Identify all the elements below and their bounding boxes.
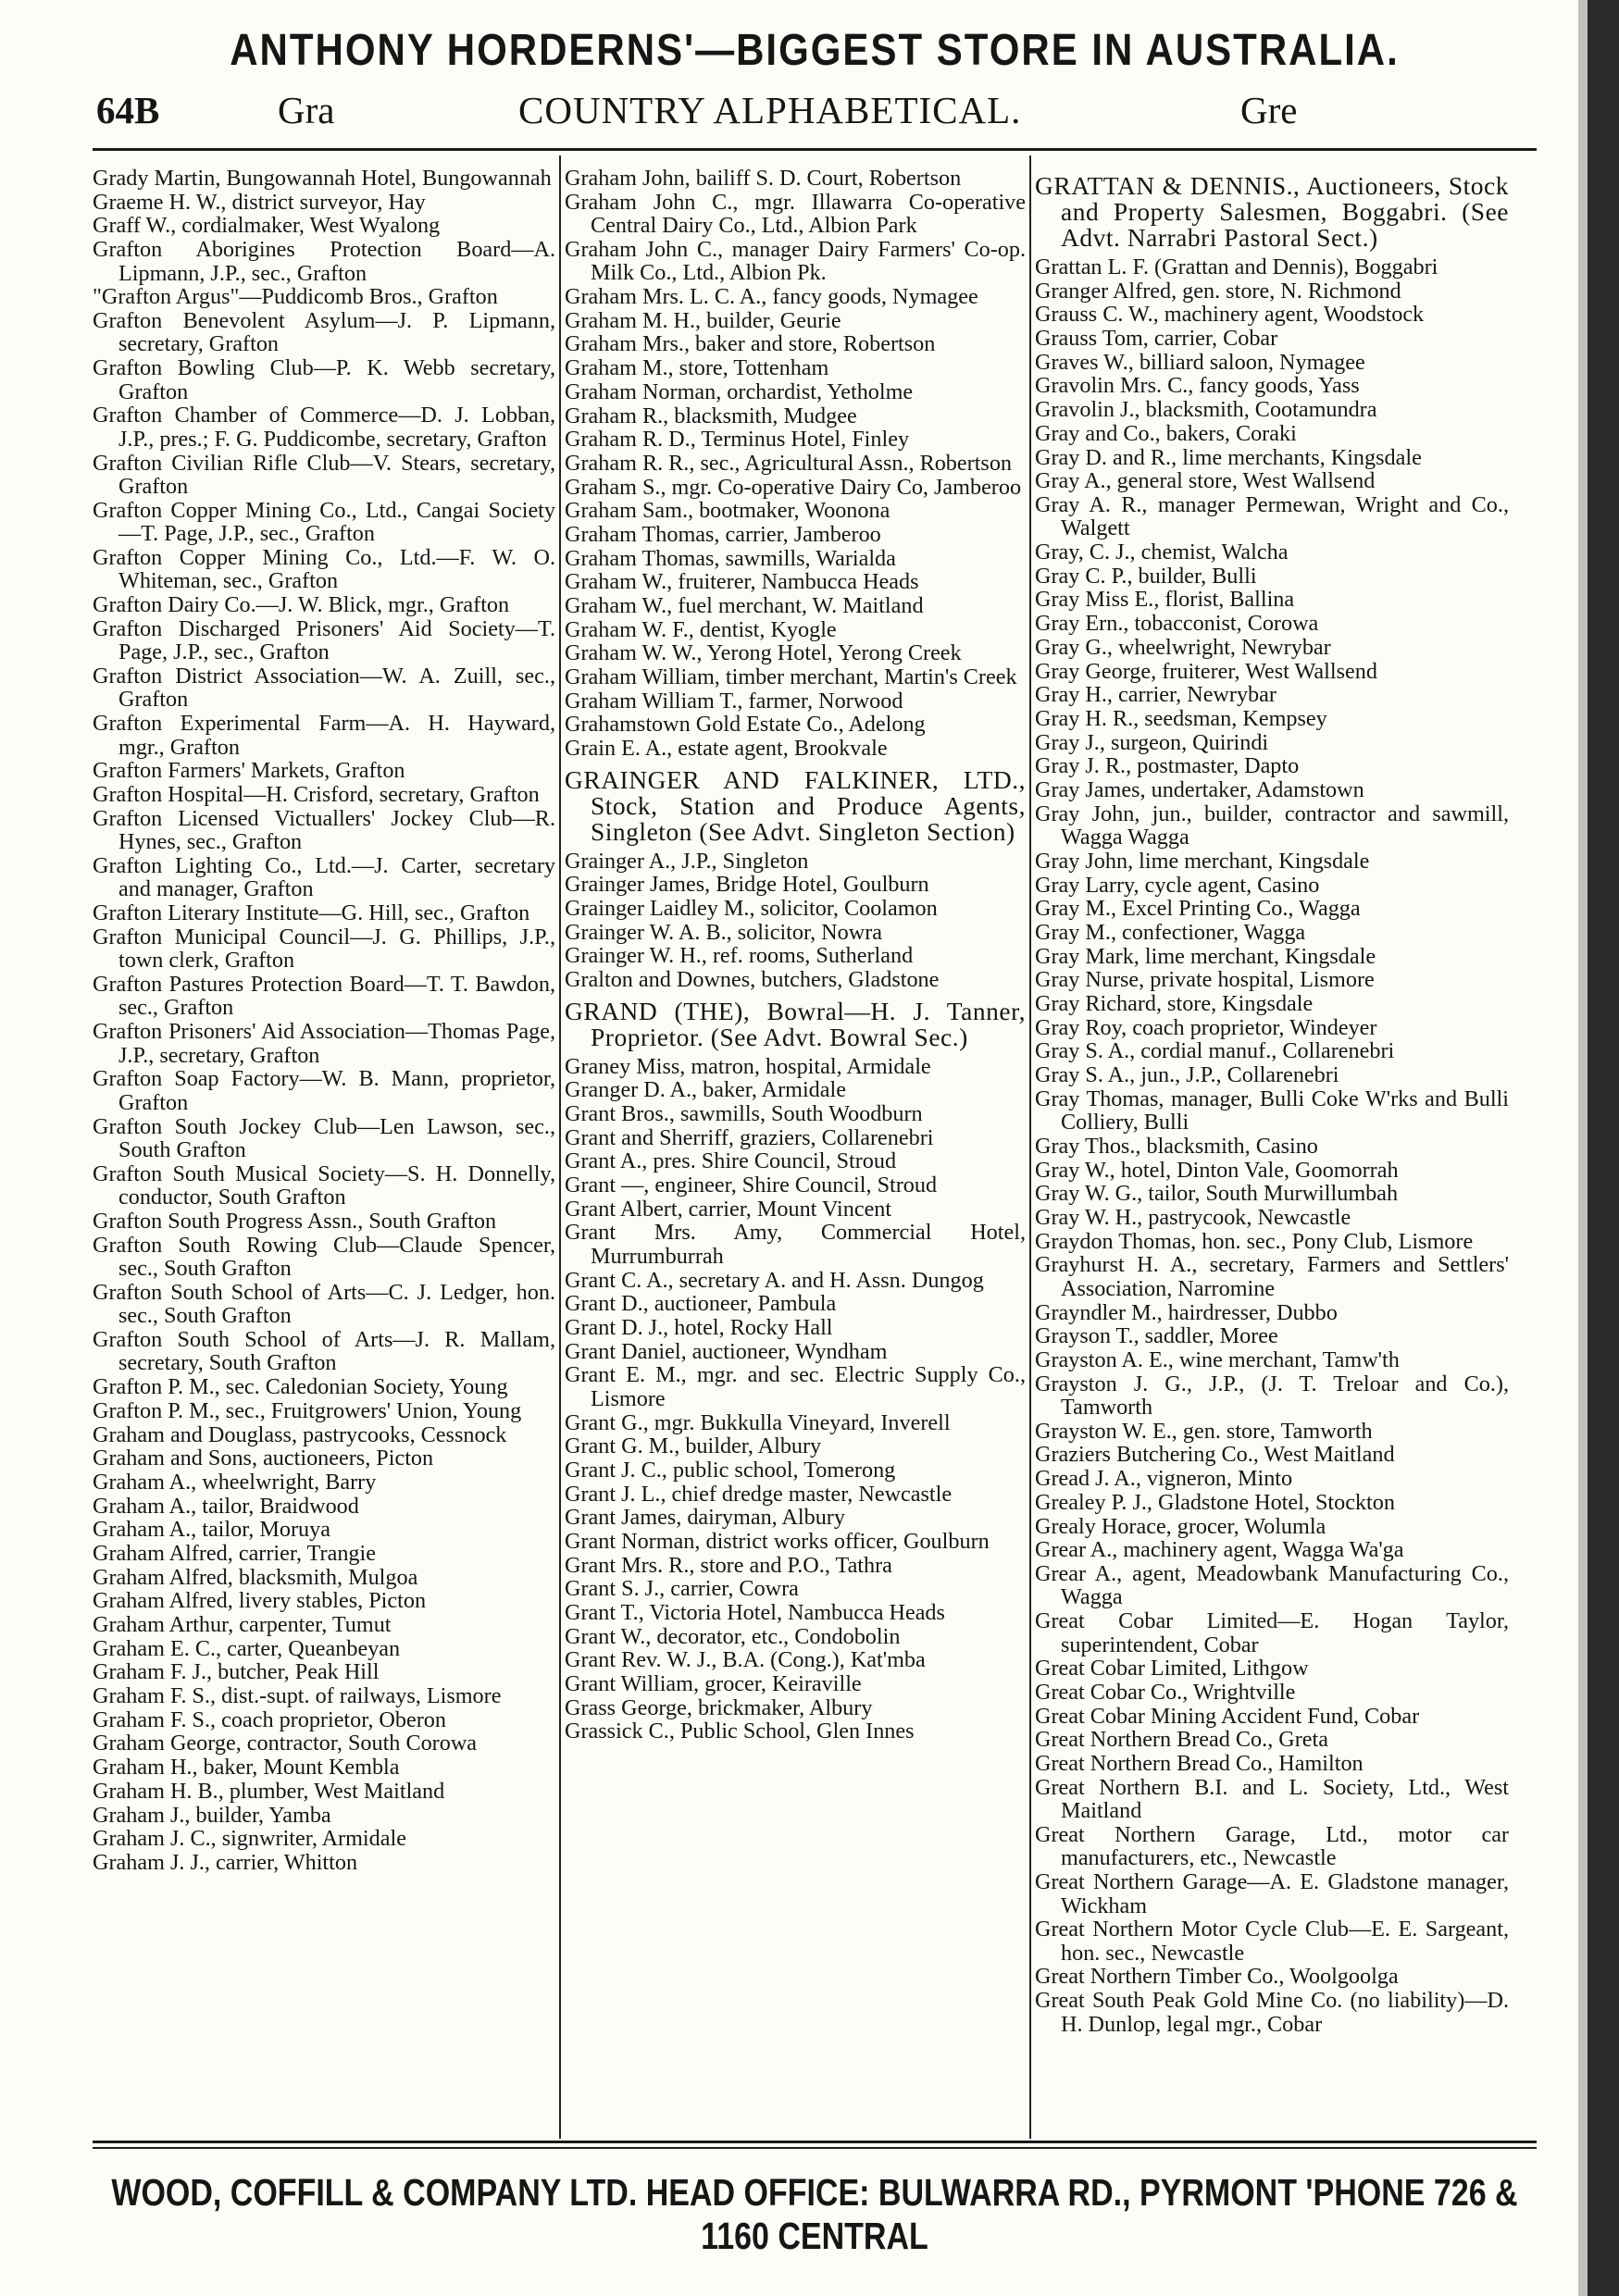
directory-entry: Great Northern Garage—A. E. Gladstone manager, Wickham (1035, 1869, 1509, 1918)
directory-entry: Grant G. M., builder, Albury (565, 1433, 822, 1459)
directory-entry: Graham Thomas, carrier, Jamberoo (565, 521, 881, 547)
directory-entry: Grafton Farmers' Markets, Grafton (93, 758, 405, 784)
page-number: 64B (96, 89, 160, 131)
directory-entry: Grealy Horace, grocer, Wolumla (1035, 1513, 1326, 1539)
directory-entry: Grafton Prisoners' Aid Association—Thomas Page, J.P., secretary, Grafton (93, 1019, 555, 1068)
directory-entry: Gray Thomas, manager, Bulli Coke W'rks and Bulli Colliery, Bulli (1035, 1086, 1509, 1136)
directory-entry: Gray D. and R., lime merchants, Kingsdale (1035, 444, 1422, 470)
directory-entry: Grant William, grocer, Keiraville (565, 1671, 862, 1697)
directory-entry: Grassick C., Public School, Glen Innes (565, 1719, 915, 1744)
directory-entry: Great Cobar Limited—E. Hogan Taylor, superintendent, Cobar (1035, 1608, 1509, 1657)
directory-entry: Graham Sam., bootmaker, Woonona (565, 498, 890, 524)
column-divider (559, 155, 561, 2139)
directory-entry: Grafton Literary Institute—G. Hill, sec., Grafton (93, 900, 530, 926)
directory-column-3 (1035, 167, 1509, 2036)
page-edge-shadow (1588, 0, 1619, 2296)
directory-entry: Grauss C. W., machinery agent, Woodstock (1035, 302, 1425, 328)
directory-entry: Gravolin Mrs. C., fancy goods, Yass (1035, 373, 1360, 399)
directory-column-1 (93, 167, 555, 1875)
section-title: COUNTRY ALPHABETICAL. (518, 89, 1022, 131)
directory-entry: Gray C. P., builder, Bulli (1035, 563, 1257, 589)
directory-entry: Gray John, jun., builder, contractor and sawmill, Wagga Wagga (1035, 800, 1509, 850)
directory-entry: Grafton Copper Mining Co., Ltd., Cangai Society—T. Page, J.P., sec., Grafton (93, 497, 555, 547)
directory-entry: Great South Peak Gold Mine Co. (no liability)—D. H. Dunlop, legal mgr., Cobar (1035, 1988, 1509, 2037)
directory-entry: Graff W., cordialmaker, West Wyalong (93, 213, 441, 239)
directory-entry: Gray Thos., blacksmith, Casino (1035, 1133, 1318, 1159)
directory-entry: Grafton Bowling Club—P. K. Webb secretary, Grafton (93, 355, 555, 404)
right-running-key: Gre (1240, 89, 1298, 131)
directory-entry: Grant Mrs. R., store and P.O., Tathra (565, 1552, 892, 1578)
directory-entry: Grear A., agent, Meadowbank Manufacturing Co., Wagga (1035, 1560, 1509, 1610)
directory-entry: Graham Alfred, livery stables, Picton (93, 1588, 427, 1614)
directory-entry: Graham A., tailor, Braidwood (93, 1493, 359, 1519)
directory-entry: Grafton District Association—W. A. Zuill, sec., Grafton (93, 663, 555, 713)
directory-entry: Gray W. G., tailor, South Murwillumbah (1035, 1181, 1399, 1207)
directory-entry: Graham Arthur, carpenter, Tumut (93, 1612, 392, 1637)
directory-entry: Grafton Licensed Victuallers' Jockey Club—R. Hynes, sec., Grafton (93, 805, 555, 855)
directory-entry: Graham Mrs., baker and store, Robertson (565, 331, 936, 357)
directory-entry: Gray M., Excel Printing Co., Wagga (1035, 896, 1361, 922)
directory-entry: Grafton Lighting Co., Ltd.—J. Carter, secretary and manager, Grafton (93, 852, 555, 902)
directory-entry: Great Northern Garage, Ltd., motor car manufacturers, etc., Newcastle (1035, 1821, 1509, 1871)
directory-entry: Grafton Pastures Protection Board—T. T. Bawdon, sec., Grafton (93, 971, 555, 1021)
directory-entry: Gralton and Downes, butchers, Gladstone (565, 967, 940, 993)
directory-entry: Grant James, dairyman, Albury (565, 1505, 845, 1531)
directory-entry: Graziers Butchering Co., West Maitland (1035, 1442, 1395, 1468)
directory-entry: Grafton Chamber of Commerce—D. J. Lobban, J.P., pres.; F. G. Puddicombe, secretary, Grafton (93, 403, 555, 452)
directory-entry: GRATTAN & DENNIS., Auctioneers, Stock and Property Salesmen, Boggabri. (See Advt. Narrabri Pastoral Sect.) (1035, 171, 1509, 252)
directory-entry: Gread J. A., vigneron, Minto (1035, 1466, 1293, 1492)
directory-entry: Graham W., fruiterer, Nambucca Heads (565, 569, 919, 595)
directory-entry: Gray M., confectioner, Wagga (1035, 919, 1306, 945)
directory-entry: Graham Norman, orchardist, Yetholme (565, 379, 914, 404)
directory-entry: Gray John, lime merchant, Kingsdale (1035, 848, 1370, 874)
directory-entry: Graham William T., farmer, Norwood (565, 688, 903, 714)
directory-entry: Gray H., carrier, Newrybar (1035, 682, 1277, 708)
directory-entry: Graham William, timber merchant, Martin's Creek (565, 664, 1017, 690)
directory-entry: Grass George, brickmaker, Albury (565, 1694, 873, 1720)
directory-entry: Grafton P. M., sec., Fruitgrowers' Union, Young (93, 1397, 522, 1423)
directory-entry: Gray H. R., seedsman, Kempsey (1035, 705, 1327, 731)
directory-entry: Grant E. M., mgr. and sec. Electric Supply Co., Lismore (565, 1362, 1026, 1411)
directory-entry: Grant J. L., chief dredge master, Newcastle (565, 1481, 953, 1507)
directory-entry: Grafton Discharged Prisoners' Aid Society—T. Page, J.P., sec., Grafton (93, 615, 555, 665)
directory-entry: Grafton Experimental Farm—A. H. Hayward, mgr., Grafton (93, 711, 555, 760)
directory-entry: Grain E. A., estate agent, Brookvale (565, 736, 888, 762)
directory-entry: Grafton Copper Mining Co., Ltd.—F. W. O. Whiteman, sec., Grafton (93, 544, 555, 594)
directory-entry: Graham Alfred, blacksmith, Mulgoa (93, 1564, 418, 1590)
directory-entry: Grant Norman, district works officer, Goulburn (565, 1528, 990, 1554)
directory-entry: Grant and Sherriff, graziers, Collarenebri (565, 1124, 934, 1150)
directory-entry: Gray Roy, coach proprietor, Windeyer (1035, 1014, 1377, 1040)
directory-entry: Grayston J. G., J.P., (J. T. Treloar and Co.), Tamworth (1035, 1371, 1509, 1421)
directory-entry: Grainger W. H., ref. rooms, Sutherland (565, 943, 914, 969)
directory-entry: Graham F. S., dist.-supt. of railways, Lismore (93, 1683, 502, 1709)
directory-entry: Graham J. J., carrier, Whitton (93, 1849, 358, 1875)
directory-entry: Graham H. B., plumber, West Maitland (93, 1778, 445, 1804)
directory-entry: Grant J. C., public school, Tomerong (565, 1457, 896, 1483)
directory-entry: Great Northern Bread Co., Greta (1035, 1727, 1329, 1753)
directory-entry: Grant W., decorator, etc., Condobolin (565, 1623, 901, 1649)
directory-entry: Gray J., surgeon, Quirindi (1035, 729, 1269, 755)
directory-entry: Gray George, fruiterer, West Wallsend (1035, 658, 1377, 684)
directory-entry: Grayston A. E., wine merchant, Tamw'th (1035, 1347, 1400, 1372)
directory-entry: Graham R. D., Terminus Hotel, Finley (565, 427, 910, 453)
directory-entry: Grant C. A., secretary A. and H. Assn. Dungog (565, 1267, 984, 1293)
directory-entry: Grahamstown Gold Estate Co., Adelong (565, 712, 926, 738)
directory-entry: Gray Richard, store, Kingsdale (1035, 990, 1314, 1016)
directory-entry: Graham E. C., carter, Queanbeyan (93, 1635, 401, 1661)
directory-entry: Grant Mrs. Amy, Commercial Hotel, Murrumburrah (565, 1220, 1026, 1269)
directory-entry: Graham Alfred, carrier, Trangie (93, 1540, 376, 1566)
directory-entry: Grear A., machinery agent, Wagga Wa'ga (1035, 1537, 1404, 1563)
directory-entry: Gray A. R., manager Permewan, Wright and Co., Walgett (1035, 491, 1509, 541)
directory-entry: Grafton South Jockey Club—Len Lawson, sec., South Grafton (93, 1113, 555, 1162)
directory-entry: GRAINGER AND FALKINER, LTD., Stock, Station and Produce Agents, Singleton (See Advt. Singleton Section) (565, 764, 1026, 846)
header-rule (93, 148, 1537, 151)
directory-entry: Grainger James, Bridge Hotel, Goulburn (565, 872, 929, 898)
directory-entry: Gray, C. J., chemist, Walcha (1035, 540, 1289, 565)
directory-entry: Graham A., wheelwright, Barry (93, 1469, 377, 1495)
directory-entry: Gray J. R., postmaster, Dapto (1035, 753, 1300, 779)
directory-entry: Graeme H. W., district surveyor, Hay (93, 189, 426, 215)
directory-entry: Grafton South School of Arts—C. J. Ledger, hon. sec., South Grafton (93, 1279, 555, 1329)
directory-entry: Graham J. C., signwriter, Armidale (93, 1826, 406, 1852)
directory-entry: Graham John C., manager Dairy Farmers' Co-op. Milk Co., Ltd., Albion Pk. (565, 236, 1026, 286)
directory-entry: Gray Miss E., florist, Ballina (1035, 587, 1295, 613)
directory-entry: Grant Bros., sawmills, South Woodburn (565, 1100, 923, 1126)
directory-entry: Granger Alfred, gen. store, N. Richmond (1035, 278, 1401, 304)
column-divider (1029, 155, 1031, 2139)
directory-column-2 (565, 167, 1026, 1744)
directory-entry: Grafton Soap Factory—W. B. Mann, proprietor, Grafton (93, 1066, 555, 1115)
directory-entry: Gray Mark, lime merchant, Kingsdale (1035, 943, 1376, 969)
directory-entry: "Grafton Argus"—Puddicomb Bros., Grafton (93, 284, 498, 310)
directory-entry: Graham M., store, Tottenham (565, 355, 829, 381)
directory-entry: Gray S. A., cordial manuf., Collarenebri (1035, 1038, 1395, 1064)
directory-entry: Grattan L. F. (Grattan and Dennis), Boggabri (1035, 254, 1438, 279)
directory-entry: Grant Albert, carrier, Mount Vincent (565, 1196, 892, 1222)
directory-entry: Graham R. R., sec., Agricultural Assn., Robertson (565, 450, 1013, 476)
directory-entry: Gray and Co., bakers, Coraki (1035, 420, 1297, 446)
directory-entry: Graham and Douglass, pastrycooks, Cessnock (93, 1421, 507, 1447)
directory-entry: Gray Nurse, private hospital, Lismore (1035, 967, 1375, 993)
directory-entry: Great Northern Timber Co., Woolgoolga (1035, 1964, 1399, 1990)
directory-entry: Graham George, contractor, South Corowa (93, 1731, 478, 1756)
directory-entry: Graham John, bailiff S. D. Court, Robertson (565, 166, 962, 191)
directory-entry: Grainger W. A. B., solicitor, Nowra (565, 919, 882, 945)
directory-entry: Graham W., fuel merchant, W. Maitland (565, 593, 924, 618)
directory-entry: Granger D. A., baker, Armidale (565, 1077, 846, 1103)
directory-entry: Graham A., tailor, Moruya (93, 1517, 330, 1543)
directory-entry: Graham Mrs. L. C. A., fancy goods, Nymagee (565, 284, 978, 310)
directory-entry: Grant —, engineer, Shire Council, Stroud (565, 1173, 938, 1198)
footer-rule (93, 2141, 1537, 2143)
left-running-key: Gra (278, 89, 335, 131)
directory-entry: Graves W., billiard saloon, Nymagee (1035, 349, 1365, 375)
directory-entry: Grant T., Victoria Hotel, Nambucca Heads (565, 1600, 945, 1625)
directory-entry: Graham M. H., builder, Geurie (565, 307, 841, 333)
directory-entry: Great Cobar Mining Accident Fund, Cobar (1035, 1703, 1420, 1729)
directory-entry: Gravolin J., blacksmith, Cootamundra (1035, 397, 1377, 423)
footer-rule-thin (93, 2147, 1537, 2149)
directory-entry: Graham and Sons, auctioneers, Picton (93, 1446, 434, 1471)
directory-entry: Grady Martin, Bungowannah Hotel, Bungowannah (93, 166, 552, 191)
directory-entry: Gray W. H., pastrycook, Newcastle (1035, 1204, 1351, 1230)
directory-entry: Grant S. J., carrier, Cowra (565, 1576, 799, 1602)
directory-entry: Grant G., mgr. Bukkulla Vineyard, Inverell (565, 1409, 951, 1435)
directory-entry: Grafton Aborigines Protection Board—A. Lipmann, J.P., sec., Grafton (93, 237, 555, 286)
directory-entry: Graham R., blacksmith, Mudgee (565, 403, 857, 428)
directory-entry: Grafton Municipal Council—J. G. Phillips, J.P., town clerk, Grafton (93, 924, 555, 974)
directory-entry: Grant D., auctioneer, Pambula (565, 1291, 837, 1317)
directory-entry: Great Northern Motor Cycle Club—E. E. Sargeant, hon. sec., Newcastle (1035, 1917, 1509, 1966)
directory-entry: Grafton South Rowing Club—Claude Spencer, sec., South Grafton (93, 1232, 555, 1282)
directory-entry: Graydon Thomas, hon. sec., Pony Club, Lismore (1035, 1228, 1474, 1254)
directory-entry: Grainger Laidley M., solicitor, Coolamon (565, 896, 938, 921)
directory-entry: Grauss Tom, carrier, Cobar (1035, 326, 1278, 352)
directory-entry: Graham W. F., dentist, Kyogle (565, 616, 837, 642)
directory-entry: Grayhurst H. A., secretary, Farmers and Settlers' Association, Narromine (1035, 1252, 1509, 1301)
directory-entry: Great Cobar Limited, Lithgow (1035, 1656, 1309, 1682)
directory-entry: Grant Rev. W. J., B.A. (Cong.), Kat'mba (565, 1647, 926, 1673)
directory-entry: Gray Ern., tobacconist, Corowa (1035, 611, 1319, 637)
directory-entry: Grayson T., saddler, Moree (1035, 1323, 1278, 1349)
directory-entry: Great Cobar Co., Wrightville (1035, 1679, 1296, 1705)
directory-entry: Grafton South Musical Society—S. H. Donnelly, conductor, South Grafton (93, 1160, 555, 1210)
directory-entry: Grafton Benevolent Asylum—J. P. Lipmann, secretary, Grafton (93, 307, 555, 357)
directory-entry: Grafton Dairy Co.—J. W. Blick, mgr., Grafton (93, 592, 510, 618)
directory-entry: Graham F. J., butcher, Peak Hill (93, 1659, 380, 1685)
directory-entry: Grafton South School of Arts—J. R. Mallam, secretary, South Grafton (93, 1326, 555, 1376)
directory-entry: GRAND (THE), Bowral—H. J. Tanner, Proprietor. (See Advt. Bowral Sec.) (565, 996, 1026, 1051)
directory-entry: Grayston W. E., gen. store, Tamworth (1035, 1418, 1373, 1444)
directory-entry: Graham J., builder, Yamba (93, 1802, 331, 1828)
directory-entry: Graham F. S., coach proprietor, Oberon (93, 1706, 446, 1732)
directory-entry: Graham H., baker, Mount Kembla (93, 1755, 400, 1781)
directory-entry: Graham John C., mgr. Illawarra Co-operative Central Dairy Co., Ltd., Albion Park (565, 189, 1026, 239)
directory-entry: Grayndler M., hairdresser, Dubbo (1035, 1299, 1338, 1325)
page-header (93, 88, 1537, 143)
directory-entry: Gray A., general store, West Wallsend (1035, 468, 1376, 494)
directory-entry: Great Northern Bread Co., Hamilton (1035, 1751, 1364, 1776)
directory-entry: Grafton Civilian Rifle Club—V. Stears, secretary, Grafton (93, 450, 555, 499)
bottom-advert-banner: WOOD, COFFILL & COMPANY LTD. HEAD OFFICE: BULWARRA RD., PYRMONT 'PHONE 726 & 1160 CENTRAL (111, 2172, 1518, 2258)
directory-entry: Gray G., wheelwright, Newrybar (1035, 634, 1331, 660)
directory-entry: Graham S., mgr. Co-operative Dairy Co, Jamberoo (565, 474, 1022, 500)
directory-entry: Graney Miss, matron, hospital, Armidale (565, 1053, 931, 1079)
directory-entry: Graham W. W., Yerong Hotel, Yerong Creek (565, 640, 962, 666)
directory-entry: Gray W., hotel, Dinton Vale, Goomorrah (1035, 1157, 1399, 1183)
top-advert-banner: ANTHONY HORDERNS'—BIGGEST STORE IN AUSTRALIA. (230, 24, 1400, 75)
directory-entry: Grafton P. M., sec. Caledonian Society, Young (93, 1374, 508, 1400)
directory-entry: Graham Thomas, sawmills, Warialda (565, 545, 896, 571)
directory-entry: Grafton Hospital—H. Crisford, secretary, Grafton (93, 782, 540, 807)
directory-entry: Grant D. J., hotel, Rocky Hall (565, 1314, 833, 1340)
directory-entry: Grant Daniel, auctioneer, Wyndham (565, 1338, 888, 1364)
directory-entry: Gray Larry, cycle agent, Casino (1035, 872, 1320, 898)
directory-entry: Gray James, undertaker, Adamstown (1035, 776, 1364, 802)
directory-entry: Gray S. A., jun., J.P., Collarenebri (1035, 1062, 1339, 1087)
directory-entry: Grafton South Progress Assn., South Grafton (93, 1208, 497, 1234)
directory-entry: Grant A., pres. Shire Council, Stroud (565, 1148, 897, 1174)
directory-entry: Grainger A., J.P., Singleton (565, 848, 809, 874)
directory-entry: Great Northern B.I. and L. Society, Ltd., West Maitland (1035, 1774, 1509, 1824)
directory-entry: Grealey P. J., Gladstone Hotel, Stockton (1035, 1489, 1395, 1515)
